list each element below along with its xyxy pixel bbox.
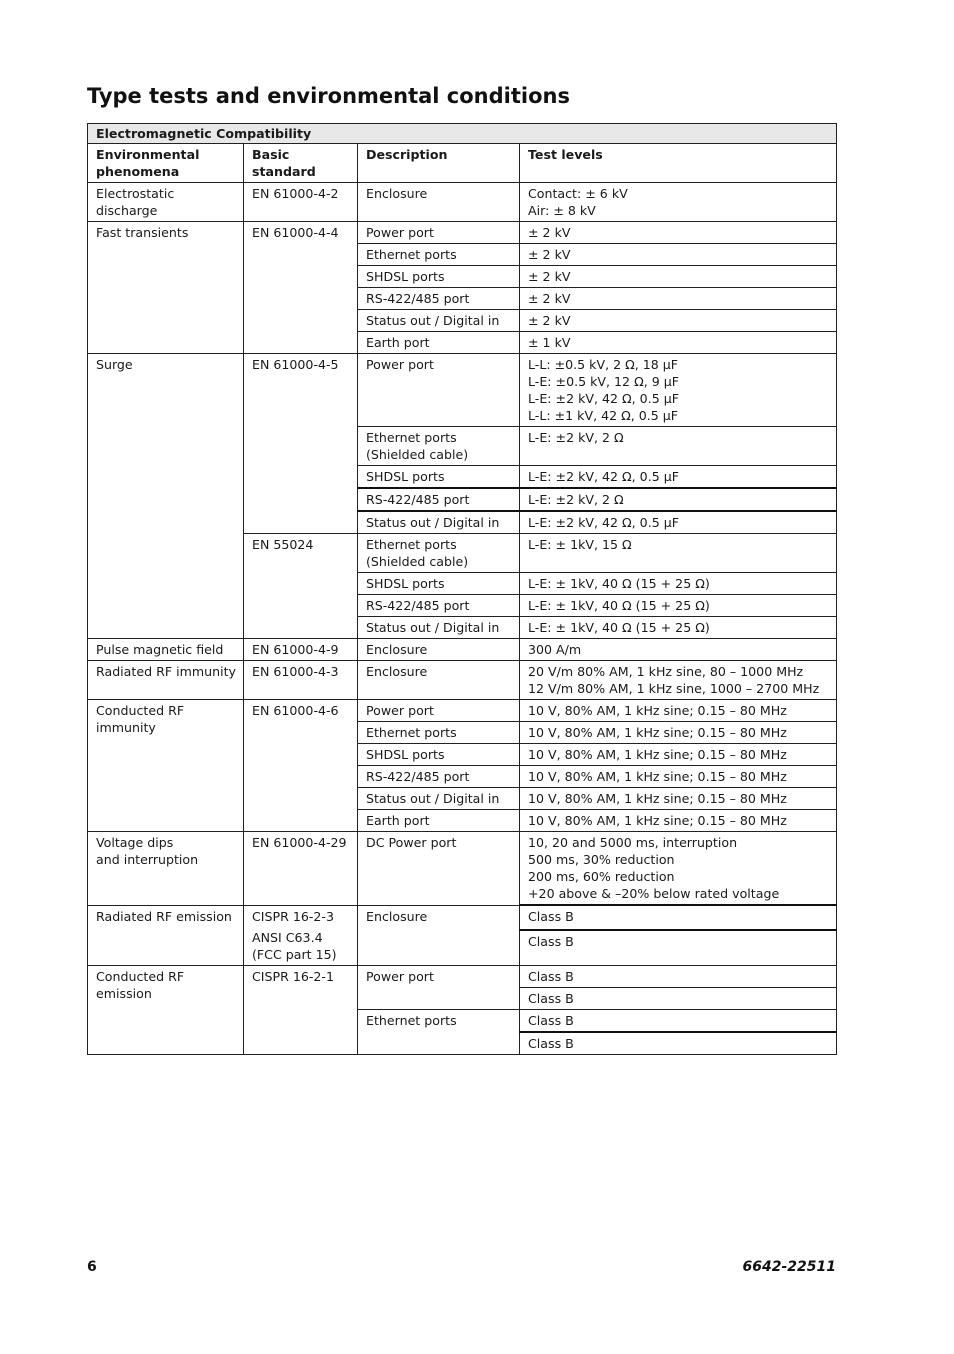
phenomena-cell: Surge — [88, 354, 244, 639]
description-cell: Ethernet ports — [358, 1009, 520, 1054]
table-row — [88, 222, 837, 244]
phenomena-cell: Pulse magnetic field — [88, 639, 244, 661]
description-cell: Ethernet ports — [358, 244, 520, 266]
phenomena-cell: Fast transients — [88, 222, 244, 354]
section-header-row — [88, 124, 837, 144]
table-row — [88, 354, 837, 427]
test-level-cell: ± 2 kV — [520, 310, 837, 332]
test-level-cell: ± 2 kV — [520, 288, 837, 310]
description-cell: Enclosure — [358, 661, 520, 700]
test-level-cell: Class B — [520, 965, 837, 987]
phenomena-cell: Conducted RF emission — [88, 965, 244, 1054]
table-row — [88, 700, 837, 722]
description-cell: Status out / Digital in — [358, 617, 520, 639]
description-cell: RS-422/485 port — [358, 595, 520, 617]
column-header-row — [88, 144, 837, 183]
test-level-cell: 10 V, 80% AM, 1 kHz sine; 0.15 – 80 MHz — [520, 722, 837, 744]
description-cell: Power port — [358, 354, 520, 427]
test-level-cell: Class B — [520, 1009, 837, 1032]
description-cell: RS-422/485 port — [358, 488, 520, 511]
standard-cell: EN 61000-4-2 — [244, 183, 358, 222]
test-level-cell: ± 1 kV — [520, 332, 837, 354]
standard-line: CISPR 16-2-3 — [252, 908, 334, 924]
description-cell: Enclosure — [358, 639, 520, 661]
standard-cell: EN 61000-4-6 — [244, 700, 358, 832]
test-level-cell: Class B — [520, 905, 837, 930]
standard-cell: EN 61000-4-5 — [244, 354, 358, 534]
test-level-cell: 10, 20 and 5000 ms, interruption 500 ms, 30% reduction 200 ms, 60% reduction +20 above & –20% below rated voltage — [520, 832, 837, 906]
standard-cell: EN 55024 — [244, 534, 358, 639]
document-number: 6642-22511 — [742, 1259, 836, 1275]
phenomena-cell: Radiated RF emission — [88, 905, 244, 965]
description-cell: Ethernet ports — [358, 722, 520, 744]
phenomena-cell: Voltage dips and interruption — [88, 832, 244, 906]
test-level-cell: Class B — [520, 987, 837, 1009]
description-cell: Status out / Digital in — [358, 310, 520, 332]
test-level-cell: Class B — [520, 1032, 837, 1055]
description-cell: Power port — [358, 700, 520, 722]
test-level-cell: L-E: ± 1kV, 15 Ω — [520, 534, 837, 573]
standard-cell: EN 61000-4-29 — [244, 832, 358, 906]
emc-table — [87, 123, 837, 1055]
description-cell: SHDSL ports — [358, 744, 520, 766]
test-level-cell: L-L: ±0.5 kV, 2 Ω, 18 μF L-E: ±0.5 kV, 12 Ω, 9 μF L-E: ±2 kV, 42 Ω, 0.5 μF L-L: ±1 kV, 42 Ω, 0.5 μF — [520, 354, 837, 427]
test-level-cell: L-E: ±2 kV, 42 Ω, 0.5 μF — [520, 466, 837, 489]
header-standard: Basic standard — [244, 144, 358, 183]
test-level-cell: L-E: ±2 kV, 2 Ω — [520, 488, 837, 511]
test-level-cell: Contact: ± 6 kV Air: ± 8 kV — [520, 183, 837, 222]
description-cell: Status out / Digital in — [358, 511, 520, 534]
test-level-cell: L-E: ± 1kV, 40 Ω (15 + 25 Ω) — [520, 617, 837, 639]
header-description: Description — [358, 144, 520, 183]
standard-cell: CISPR 16-2-1 — [244, 965, 358, 1054]
test-level-cell: 300 A/m — [520, 639, 837, 661]
standard-cell: EN 61000-4-9 — [244, 639, 358, 661]
description-cell: Ethernet ports (Shielded cable) — [358, 534, 520, 573]
table-row — [88, 183, 837, 222]
description-cell: Power port — [358, 965, 520, 1009]
phenomena-cell: Conducted RF immunity — [88, 700, 244, 832]
description-cell: Ethernet ports (Shielded cable) — [358, 427, 520, 466]
description-cell: SHDSL ports — [358, 573, 520, 595]
standard-cell: EN 61000-4-3 — [244, 661, 358, 700]
header-phenomena: Environmental phenomena — [88, 144, 244, 183]
test-level-cell: L-E: ±2 kV, 42 Ω, 0.5 μF — [520, 511, 837, 534]
test-level-cell: 10 V, 80% AM, 1 kHz sine; 0.15 – 80 MHz — [520, 744, 837, 766]
description-cell: DC Power port — [358, 832, 520, 906]
description-cell: RS-422/485 port — [358, 766, 520, 788]
test-level-cell: L-E: ±2 kV, 2 Ω — [520, 427, 837, 466]
test-level-cell: L-E: ± 1kV, 40 Ω (15 + 25 Ω) — [520, 595, 837, 617]
description-cell: Enclosure — [358, 905, 520, 965]
test-level-cell: 10 V, 80% AM, 1 kHz sine; 0.15 – 80 MHz — [520, 700, 837, 722]
test-level-cell: ± 2 kV — [520, 244, 837, 266]
table-row — [88, 965, 837, 987]
test-level-cell: L-E: ± 1kV, 40 Ω (15 + 25 Ω) — [520, 573, 837, 595]
standard-cell — [244, 905, 358, 965]
page-number: 6 — [87, 1259, 97, 1275]
test-level-cell: Class B — [520, 930, 837, 966]
test-level-cell: 20 V/m 80% AM, 1 kHz sine, 80 – 1000 MHz 12 V/m 80% AM, 1 kHz sine, 1000 – 2700 MHz — [520, 661, 837, 700]
page-title: Type tests and environmental conditions — [87, 84, 570, 108]
table-row — [88, 905, 837, 930]
section-title: Electromagnetic Compatibility — [88, 124, 837, 144]
description-cell: SHDSL ports — [358, 466, 520, 489]
description-cell: SHDSL ports — [358, 266, 520, 288]
phenomena-cell: Electrostatic discharge — [88, 183, 244, 222]
phenomena-cell: Radiated RF immunity — [88, 661, 244, 700]
test-level-cell: 10 V, 80% AM, 1 kHz sine; 0.15 – 80 MHz — [520, 766, 837, 788]
description-cell: Earth port — [358, 332, 520, 354]
description-cell: RS-422/485 port — [358, 288, 520, 310]
test-level-cell: 10 V, 80% AM, 1 kHz sine; 0.15 – 80 MHz — [520, 788, 837, 810]
description-cell: Enclosure — [358, 183, 520, 222]
test-level-cell: ± 2 kV — [520, 222, 837, 244]
test-level-cell: ± 2 kV — [520, 266, 837, 288]
standard-line: ANSI C63.4 (FCC part 15) — [252, 929, 337, 962]
standard-cell: EN 61000-4-4 — [244, 222, 358, 354]
description-cell: Earth port — [358, 810, 520, 832]
table-row — [88, 639, 837, 661]
description-cell: Status out / Digital in — [358, 788, 520, 810]
header-test-levels: Test levels — [520, 144, 837, 183]
table-row — [88, 661, 837, 700]
description-cell: Power port — [358, 222, 520, 244]
table-row — [88, 832, 837, 906]
test-level-cell: 10 V, 80% AM, 1 kHz sine; 0.15 – 80 MHz — [520, 810, 837, 832]
